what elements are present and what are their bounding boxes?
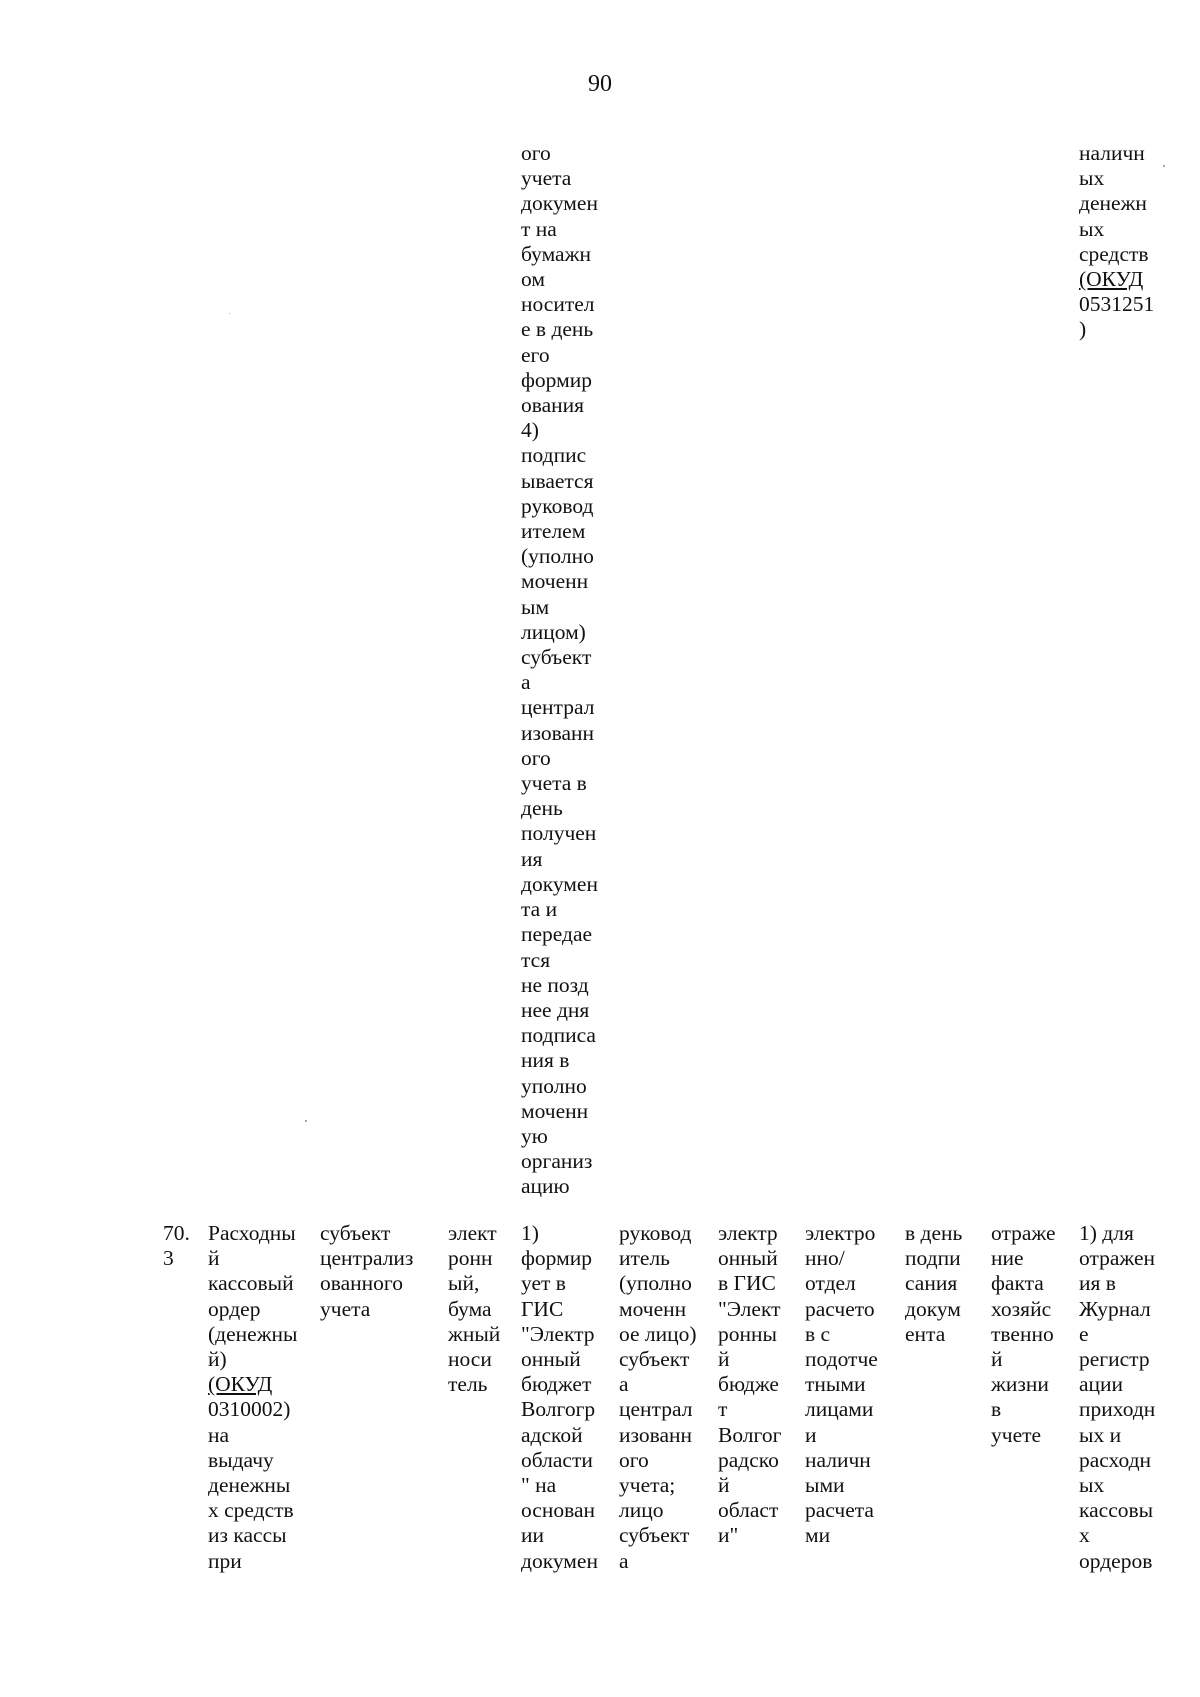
scan-speck xyxy=(305,1120,307,1122)
cell-document-name xyxy=(208,1221,298,1574)
row-number: 70. 3 xyxy=(163,1221,190,1271)
cell-storage: электр онный в ГИС "Элект ронны й бюдже т Волгог радско й област и" xyxy=(718,1221,782,1548)
page-number: 90 xyxy=(588,71,612,97)
cell-carrier: элект ронн ый, бума жный носи тель xyxy=(448,1221,501,1397)
cell-procedure: 1) формир ует в ГИС "Электр онный бюджет Волгогр адской области " на основан ии докумен xyxy=(521,1221,598,1573)
document-code: 0310002) на выдачу денежны х средств из кассы при xyxy=(208,1397,294,1573)
okud-link[interactable]: (ОКУД xyxy=(1079,267,1144,292)
basis-code: 0531251 ) xyxy=(1079,292,1155,342)
cell-creator: субъект централиз ованного учета xyxy=(320,1221,414,1321)
cell-recipient: электро нно/ отдел расчето в с подотче тными лицами и наличн ыми расчета ми xyxy=(805,1221,878,1548)
scan-speck xyxy=(1163,165,1165,167)
scan-speck xyxy=(229,313,230,314)
continuation-cell-process: ого учета докумен т на бумажн ом носител е в день его формир ования 4) подпис ывается руковод ителем (уполно моченн ым лицом) субъект а централ изованн ого учета в день получен ия докумен та и передае тся не позд нее дня подписа ния в уполно моченн ую организ ацию xyxy=(521,141,598,1199)
okud-link[interactable]: (ОКУД xyxy=(208,1372,273,1397)
cell-basis: 1) для отражен ия в Журнал е регистр ации приходн ых и расходн ых кассовы х ордеров xyxy=(1079,1221,1156,1573)
document-name: Расходны й кассовый ордер (денежны й) xyxy=(208,1221,298,1372)
cell-deadline: в день подпи сания докум ента xyxy=(905,1221,963,1346)
cell-purpose: отраже ние факта хозяйс твенно й жизни в учете xyxy=(991,1221,1056,1447)
cell-signer: руковод итель (уполно моченн ое лицо) субъект а централ изованн ого учета; лицо субъект а xyxy=(619,1221,697,1573)
continuation-cell-basis xyxy=(1079,141,1154,343)
basis-text: наличн ых денежн ых средств xyxy=(1079,141,1149,266)
